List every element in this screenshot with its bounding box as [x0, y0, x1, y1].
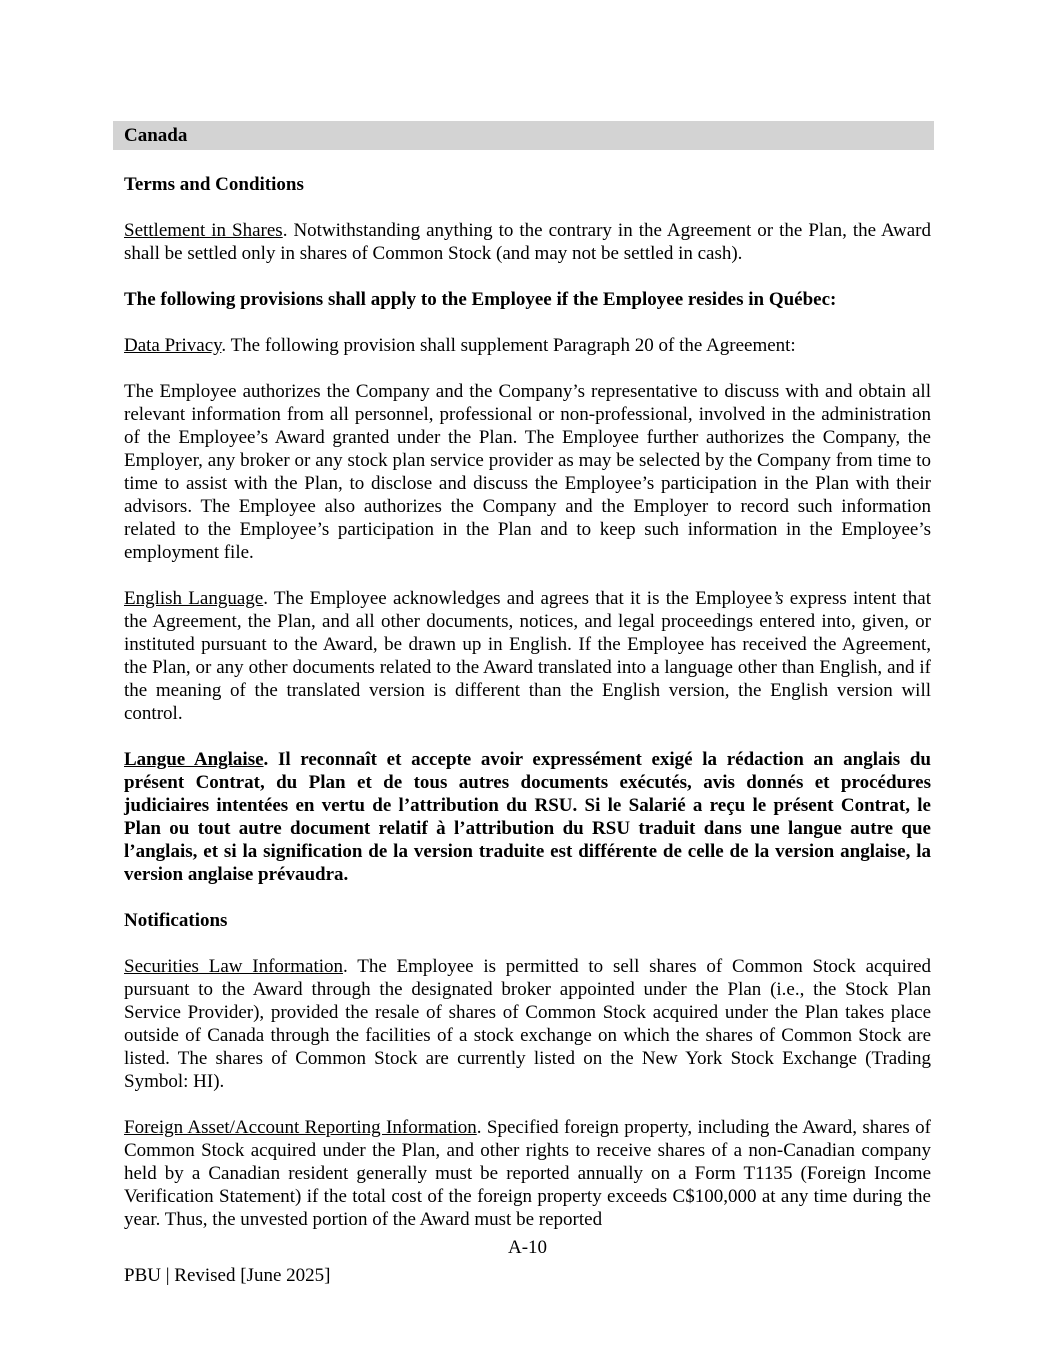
foreign-asset-paragraph	[124, 1116, 931, 1231]
english-language-text-rest: express intent that the Agreement, the Plan, and all other documents, notices, and legal proceedings entered into, given, or instituted pursuant to the Award, be drawn up in English. If the Employee has received the Agreement, the Plan, or any other documents related to the Award translated into a language other than English, and if the meaning of the translated version is different than the English version, the English version will control.	[124, 588, 931, 724]
foreign-asset-text: . Specified foreign property, including the Award, shares of Common Stock acquired under the Plan, and other rights to receive shares of a non-Canadian company held by a Canadian resident generally must be reported annually on a Form T1135 (Foreign Income Verification Statement) if the total cost of the foreign property exceeds C$100,000 at any time during the year. Thus, the unvested portion of the Award must be reported	[124, 1117, 931, 1230]
country-banner: Canada	[113, 121, 934, 150]
data-privacy-lead: Data Privacy	[124, 335, 222, 356]
settlement-in-shares-paragraph	[124, 219, 931, 265]
english-language-paragraph	[124, 587, 931, 725]
data-privacy-intro-text: . The following provision shall supplement Paragraph 20 of the Agreement:	[221, 335, 796, 356]
settlement-in-shares-text: . Notwithstanding anything to the contrary in the Agreement or the Plan, the Award shall be settled only in shares of Common Stock (and may not be settled in cash).	[124, 220, 931, 264]
page-number: A-10	[507, 1237, 548, 1258]
securities-law-text: . The Employee is permitted to sell shares of Common Stock acquired pursuant to the Award through the designated broker appointed under the Plan (i.e., the Stock Plan Service Provider), provided the resale of shares of Common Stock acquired under the Plan takes place outside of Canada through the facilities of a stock exchange on which the shares of Common Stock are listed. The shares of Common Stock are currently listed on the New York Stock Exchange (Trading Symbol: HI).	[124, 956, 932, 1092]
securities-law-lead: Securities Law Information	[124, 956, 344, 977]
english-language-text-italic: ’s	[772, 588, 784, 609]
settlement-in-shares-lead: Settlement in Shares	[124, 220, 283, 241]
english-language-lead: English Language	[124, 588, 264, 609]
langue-anglaise-text: . Il reconnaît et accepte avoir expressément exigé la rédaction an anglais du présent Contrat, du Plan et de tous autres documents exécutés, avis donnés et procédures judiciaires intentées en vertu de l’attribution du RSU. Si le Salarié a reçu le présent Contrat, le Plan ou tout autre document relatif à l’attribution du RSU traduit dans une langue autre que l’anglais, et si la signification de la version traduite est différente de celle de la version anglaise, la version anglaise prévaudra.	[124, 749, 931, 885]
langue-anglaise-paragraph	[124, 748, 931, 886]
data-privacy-body-paragraph: The Employee authorizes the Company and the Company’s representative to discuss with and obtain all relevant information from all personnel, professional or non-professional, involved in the administration of the Employee’s Award granted under the Plan. The Employee further authorizes the Company, the Employer, any broker or any stock plan service provider as may be selected by the Company from time to time to assist with the Plan, to disclose and discuss the Employee’s participation in the Plan with their advisors. The Employee also authorizes the Company and the Employer to record such information related to the Employee’s participation in the Plan and to keep such information in the Employee’s employment file.	[124, 381, 931, 563]
english-language-text-pre: . The Employee acknowledges and agrees that it is the Employee	[263, 588, 773, 609]
quebec-provisions-note: The following provisions shall apply to the Employee if the Employee resides in Québec:	[124, 289, 837, 310]
securities-law-paragraph	[124, 955, 931, 1093]
langue-anglaise-lead: Langue Anglaise	[124, 749, 264, 770]
foreign-asset-lead: Foreign Asset/Account Reporting Information	[124, 1117, 477, 1138]
document-revision-footer: PBU | Revised [June 2025]	[124, 1265, 331, 1286]
terms-and-conditions-heading: Terms and Conditions	[124, 174, 304, 195]
data-privacy-heading-paragraph	[124, 334, 931, 357]
notifications-heading: Notifications	[124, 910, 228, 931]
